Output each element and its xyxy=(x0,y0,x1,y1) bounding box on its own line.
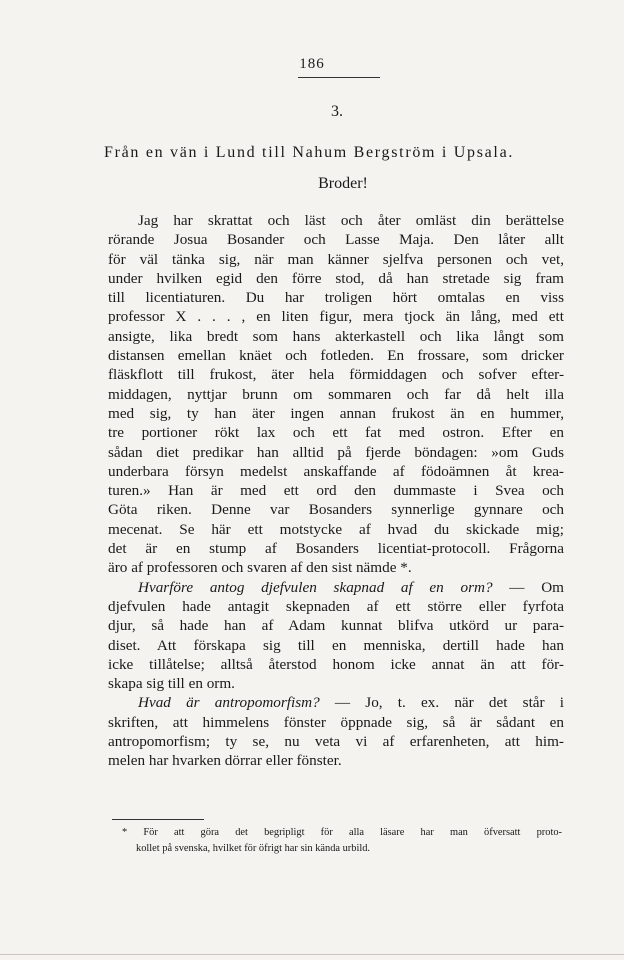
text-line: mecenat. Se här ett motstycke af hvad du skickade mig; xyxy=(108,520,564,538)
section-number: 3. xyxy=(331,103,343,120)
text-line: distansen emellan knäet och fotleden. En frossare, som dricker xyxy=(108,347,564,365)
footnote-rule xyxy=(112,819,204,820)
text-line: till licentiaturen. Du har troligen hört omtalas en viss xyxy=(108,289,564,307)
text-line: tre portioner rökt lax och ett fat med ostron. Efter en xyxy=(108,424,564,442)
page-number: 186 xyxy=(299,56,325,72)
text-line: professor X . . . , en liten figur, mera tjock än lång, med ett xyxy=(108,308,564,326)
question-line xyxy=(108,578,564,597)
header-rule xyxy=(298,77,380,78)
text-line: Göta riken. Denne var Bosanders synnerlige gynnare och xyxy=(108,501,564,519)
footnote-line: kollet på svenska, hvilket för öfrigt har sin kända urbild. xyxy=(136,843,371,854)
text-line: underbara försyn medelst anskaffande af födoämnen åt krea- xyxy=(108,462,564,480)
text-line: middagen, nyttjar brunn om sommaren och far då helt illa xyxy=(108,385,564,403)
answer-1-start: — Om xyxy=(492,578,564,596)
text-line: Jag har skrattat och läst och åter omläst din berättelse xyxy=(138,212,564,229)
text-line: turen.» Han är med ett ord den dummaste i Svea och xyxy=(108,482,564,500)
question-line xyxy=(108,693,564,712)
text-line: antropomorfism; ty se, nu veta vi af erfarenheten, att him- xyxy=(108,733,564,751)
letter-body xyxy=(108,211,564,771)
text-line: äro af professoren och svaren af den sist nämde *. xyxy=(108,559,412,577)
question-1: Hvarföre antog djefvulen skapnad af en orm? xyxy=(138,578,493,596)
text-line: under hvilken egid den förre stod, då han stretade sig fram xyxy=(108,269,564,287)
question-2: Hvad är antropomorfism? xyxy=(138,694,320,712)
text-line: melen har hvarken dörrar eller fönster. xyxy=(108,752,342,770)
text-line: icke tillåtelse; alltså återstod honom icke annat än att för- xyxy=(108,655,564,673)
page-bottom-edge xyxy=(0,954,624,955)
text-line: ansigte, lika bredt som hans akterkastell och lika långt som xyxy=(108,327,564,345)
text-line: rörande Josua Bosander och Lasse Maja. Den låter allt xyxy=(108,231,564,249)
answer-2-start: — Jo, t. ex. när det står i xyxy=(319,694,564,712)
text-line: det är en stump af Bosanders licentiat-protocoll. Frågorna xyxy=(108,540,564,558)
text-line: sådan diet predikar han alltid på fjerde böndagen: »om Guds xyxy=(108,443,564,461)
footnote xyxy=(122,825,562,857)
text-line: djefvulen hade antagit skepnaden af ett större eller fyrfota xyxy=(108,597,564,615)
letter-heading: Från en vän i Lund till Nahum Bergström i Upsala. xyxy=(104,144,515,161)
text-line: skapa sig till en orm. xyxy=(108,675,235,693)
footnote-line: * För att göra det begripligt för alla läsare har man öfversatt proto- xyxy=(122,827,562,838)
text-line: diset. Att förskapa sig till en menniska, dertill hade han xyxy=(108,636,564,654)
text-line: skriften, att himmelens fönster öppnade sig, så är sådant en xyxy=(108,713,564,731)
text-line: med sig, ty han äter ingen annan frukost än en hummer, xyxy=(108,404,564,422)
text-line: fläskflott till frukost, äter hela förmiddagen och sofver efter- xyxy=(108,366,564,384)
text-line: för väl tänka sig, när man känner sjelfva personen och vet, xyxy=(108,250,564,268)
salutation: Broder! xyxy=(318,175,368,192)
text-line: djur, så hade han af Adam kunnat blifva utkörd ur para- xyxy=(108,617,564,635)
